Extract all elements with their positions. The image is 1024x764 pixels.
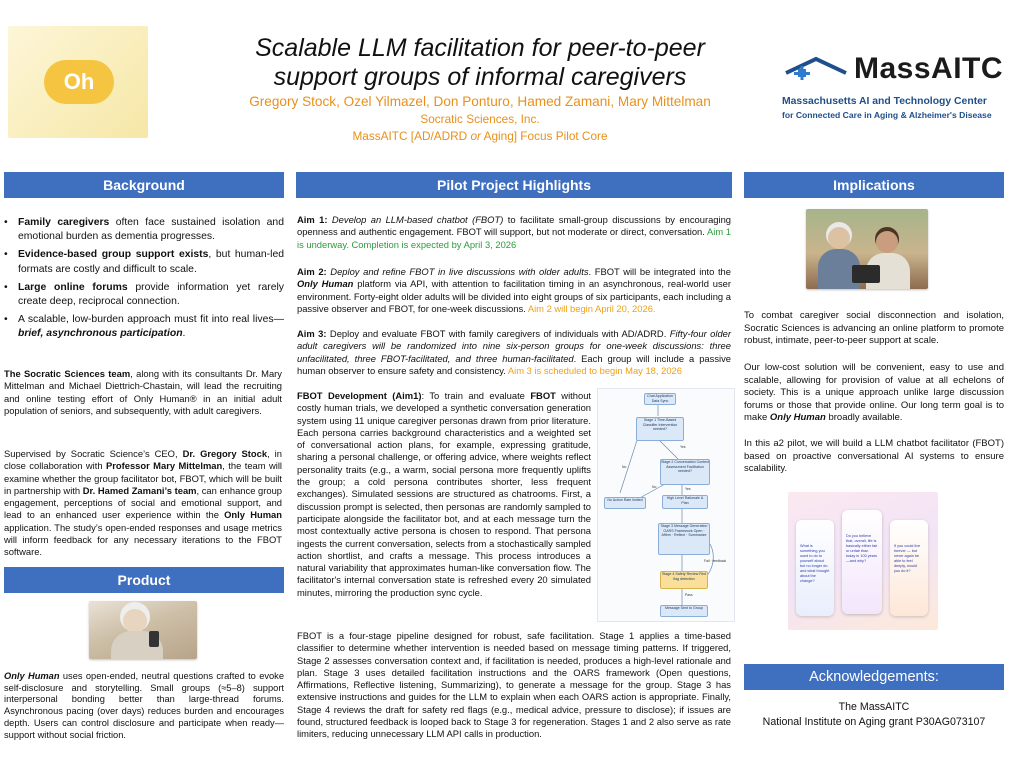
affiliation-2-post: Aging] Focus Pilot Core [480, 129, 608, 143]
bullet-4-post: . [182, 328, 186, 340]
p2-h: Only Human [224, 509, 282, 521]
p1-text: , along with its consultants Dr. Mary Mittelman and Michael Diettrich-Chastain, will lead the recruiting and online testing effort of Only Human® in an initial adult population of seniors, and subsequently, with adult caregivers. [4, 368, 282, 416]
background-bullet-2 [4, 248, 284, 276]
acknowledgements-heading: Acknowledgements: [744, 664, 1004, 690]
aim-2-em: Deploy and refine FBOT in live discussions with older adults [326, 266, 589, 277]
product-text-body: uses open-ended, neutral questions crafted to evoke self-disclosure and storytelling. Small groups (≈5–8) support interpersonal bonding better than large-thread forums. Asynchronous pacing (over days) reduces burden and encourages depth. Users can control disclosure and participate when ready—support without social friction. [4, 671, 285, 740]
phone-screen-3 [890, 520, 928, 616]
bullet-1-text: often face sustained isolation and emotional burden as dementia progresses. [18, 217, 284, 243]
flow-plan: High Level Rationale & Plan [662, 495, 708, 509]
photo-person-2 [876, 231, 898, 253]
p2-e: , the team will examine whether the group facilitator bot, FBOT, which will be built in partnership with [4, 460, 282, 496]
aim-1-em: Develop an LLM-based chatbot (FBOT) [327, 214, 504, 225]
ack-line-1: The MassAITC [838, 701, 910, 713]
phone-shape [149, 631, 159, 647]
affiliation-2-pre: MassAITC [AD/ADRD [352, 129, 471, 143]
affiliation-2-em: or [470, 129, 481, 143]
person-silhouette [123, 609, 147, 633]
implications-p1: To combat caregiver social disconnection and isolation, Socratic Sciences is advancing an online platform to promote robust, intimate, peer-to-peer support at scale. [744, 310, 1004, 346]
flow-send: Message Sent to Group [660, 605, 708, 617]
authors: Gregory Stock, Ozel Yilmazel, Don Ponturo, Hamed Zamani, Mary Mittelman [249, 94, 711, 109]
product-text-em: Only Human [4, 671, 60, 681]
aim-3-label: Aim 3: [297, 328, 327, 339]
background-bullet-4 [4, 313, 284, 341]
p1-bold: The Socratic Sciences team [4, 368, 131, 379]
only-human-logo-text: Oh [63, 69, 95, 94]
highlights-heading: Pilot Project Highlights [296, 172, 732, 198]
phone-screen-1 [796, 520, 834, 616]
aim-2-label: Aim 2: [297, 266, 327, 277]
flow-no-action: No Action Rate limited [604, 497, 646, 509]
implications-p2 [744, 362, 1004, 425]
product-text [4, 671, 284, 741]
aim-1 [297, 214, 731, 251]
background-bullet-3 [4, 281, 284, 309]
background-bullet-1 [4, 216, 284, 244]
affiliation-1: Socratic Sciences, Inc. [420, 112, 540, 126]
massaitc-logo-name: MassAITC [854, 52, 1004, 85]
massaitc-logo [782, 52, 1008, 128]
flow-stage-4: Stage 4 Safety Review Red flag detection [660, 571, 708, 589]
p2-i: application. The study’s open-ended responses and usage metrics will inform feedback for any necessary iterations to the FBOT software. [4, 521, 282, 558]
aim-2-c: platform via API, with attention to facilitation timing in an asynchronous, real-world user environment. Forty-eight older adults will be divided into eight groups of six participants, each including a passive observer and FBOT, for one-week discussions. [297, 278, 731, 314]
bullet-4-pre: A scalable, low-burden approach must fit into real lives— [18, 314, 284, 326]
massaitc-logo-line-1: Massachusetts AI and Technology Center [782, 96, 987, 107]
p2-a: Supervised by Socratic Science’s CEO, [4, 448, 183, 459]
product-heading: Product [4, 567, 284, 593]
flow-feedback: Fail · feedback [704, 559, 727, 563]
p2-f: Dr. Hamed Zamani’s team [82, 484, 197, 496]
background-bullets [4, 216, 284, 346]
bullet-2-bold: Evidence-based group support exists [18, 249, 209, 261]
aim-1-label: Aim 1: [297, 214, 328, 225]
aim-2-status: Aim 2 will begin April 20, 2026. [527, 302, 656, 314]
dev-b: FBOT [530, 390, 556, 401]
phone-1-question: What is something you used to do to yourself about but no longer do and what brought about the change? [800, 544, 830, 583]
aim-3-em: Fifty-four older adult caregivers will be randomized into nine six-person groups for one-week discussions: three unfacilitated, three FBOT-facilitated, and three human-facilitated [297, 328, 731, 364]
dev-label: FBOT Development (Aim1) [297, 390, 422, 401]
flow-no-2: No [652, 485, 657, 489]
aim-2 [297, 266, 731, 315]
aim-2-b: Only Human [297, 278, 354, 290]
background-paragraph-1 [4, 368, 282, 417]
p2-d: Professor Mary Mittelman [105, 460, 223, 472]
bullet-3-text: provide information yet rarely create deep, reciprocal connection. [18, 281, 284, 308]
poster-title [160, 34, 800, 92]
affiliation-2 [160, 129, 800, 143]
flow-stage-1: Stage 1 Time-Based Classifier Intervention needed? [636, 417, 684, 441]
title-line-1: Scalable LLM facilitation for peer-to-peer [255, 34, 705, 62]
bullet-1-bold: Family caregivers [18, 217, 110, 228]
flow-yes-2: Yes [685, 487, 691, 491]
implications-heading: Implications [744, 172, 1004, 198]
p2-c: , in close collaboration with [4, 448, 282, 472]
p2-b: Dr. Gregory Stock [182, 448, 268, 459]
fbot-flowchart [597, 388, 735, 622]
pipeline-description: FBOT is a four-stage pipeline designed for robust, safe facilitation. Stage 1 applies a time-based classifier to determine whether intervention is needed based on message timing patterns. If triggered, Stage 2 assesses conversation context and, if facilitation is needed, produces a high-level rationale and plan. Stage 3 uses detailed facilitation instructions and the OARS framework (Open questions, Affirmations, Reflective listening, Summarizing), to generate a message for the group. Stage 3 has extensive instructions and guides for the LLM to explain when each OARS action is appropriate. Finally, Stage 4 reviews the draft for safety red flags (e.g., medical advice, pressure to disclose); if issues are found, structured feedback is looped back to Stage 3 for regeneration. Stages 1 and 2 also serve as rate limiters, reducing unnecessary LLM API calls in production. [297, 630, 731, 740]
aim-3 [297, 328, 731, 377]
aim-1-text: to facilitate small-group discussions by encouraging openness and authentic engagement. FBOT will support, but not moderate or direct, conversation. [297, 214, 732, 238]
imp-p2-b: Only Human [769, 412, 826, 423]
flow-yes-1: Yes [680, 445, 686, 449]
massaitc-logo-line-2: for Connected Care in Aging & Alzheimer's Disease [782, 110, 992, 120]
flow-pass: Pass [685, 593, 693, 597]
phone-screen-2 [842, 510, 882, 614]
aim-3-post: . Each group will include a passive human observer to ensure safety and consistency. [297, 352, 731, 376]
aim-3-status: Aim 3 is scheduled to begin May 18, 2026 [507, 364, 682, 376]
phone-2-question: Do you believe that, overall, life is basically either fair or unfair than today in 100 years—and why? [846, 534, 878, 563]
app-screens-image [788, 492, 938, 630]
phone-3-question: If you could live forever — but never again be able to feel deeply, would you do it? [894, 544, 921, 573]
bullet-4-em: brief, asynchronous participation [18, 328, 183, 340]
title-line-2: support groups of informal caregivers [273, 63, 687, 91]
aim-2-a: . FBOT will be integrated into the [588, 266, 731, 277]
bullet-2-text: , but human-led formats are costly and difficult to scale. [18, 249, 285, 275]
flow-stage-2: Stage 2 Conversation Context Assessment Facilitation needed? [660, 459, 710, 485]
flow-no-1: No [622, 465, 627, 469]
house-plus-icon [782, 55, 852, 87]
imp-p2-a: Our low-cost solution will be convenient, easy to use and scalable, allowing for provision of value at all echelons of society. This is a unique approach unlike large discussion forums or those that provide online. Our long term goal is to make [744, 362, 1004, 423]
background-paragraph-2 [4, 448, 282, 559]
product-photo [89, 601, 197, 659]
bullet-3-bold: Large online forums [18, 281, 128, 293]
implications-photo [806, 209, 928, 289]
imp-p2-c: broadly available. [825, 412, 903, 423]
only-human-logo [8, 26, 148, 138]
aim-3-text: Deploy and evaluate FBOT with family caregivers of individuals with AD/ADRD. [326, 328, 670, 339]
flow-start: Chat Application Data Sync [644, 393, 676, 405]
aim-1-status: Aim 1 is underway. Completion is expected by April 3, 2026 [297, 226, 731, 250]
p2-g: , can enhance group engagement, perceptions of social and emotional support, and lead to an enhanced user experience within the [4, 484, 283, 521]
dev-a: : To train and evaluate [421, 390, 531, 401]
flow-stage-3: Stage 3 Message Generation OARS Framework Open · Affirm · Reflect · Summarize [658, 523, 710, 555]
photo-person-1 [828, 227, 850, 249]
only-human-logo-mark [44, 60, 114, 104]
dev-c: without costly human trials, we developed a synthetic conversation generation system using 11 unique caregiver personas drawn from prior literature. Each persona carries background characteristics and a weighted set of conversational action plans, for example, expressing gratitude, sharing a personal challenge, or offering advice, where weights reflect personality traits (e.g., a warm, social persona more frequently uplifts the group; a cold persona contributes shorter, less frequent exchanges). Simulated sessions are structured as chatrooms. First, a discussion prompt is selected, then personas are randomly sampled to participate alongside the facilitator bot, and at each message turn the most contextually active persona is chosen to respond. That persona ingests the current conversation, selects from a stochastically sampled action shortlist, and crafts a message. This process introduces a natural variability that approximates human-like conversation flow. The facilitator's internal conversation state is refreshed every 20 simulated minutes, mirroring the production sync cycle. [297, 390, 592, 598]
implications-p3: In this a2 pilot, we will build a LLM chatbot facilitator (FBOT) based on proactive conversational AI systems to ensure scalability. [744, 438, 1004, 474]
photo-tablet [852, 265, 880, 283]
fbot-development [297, 390, 591, 599]
background-heading: Background [4, 172, 284, 198]
ack-line-2: National Institute on Aging grant P30AG073107 [762, 716, 986, 728]
